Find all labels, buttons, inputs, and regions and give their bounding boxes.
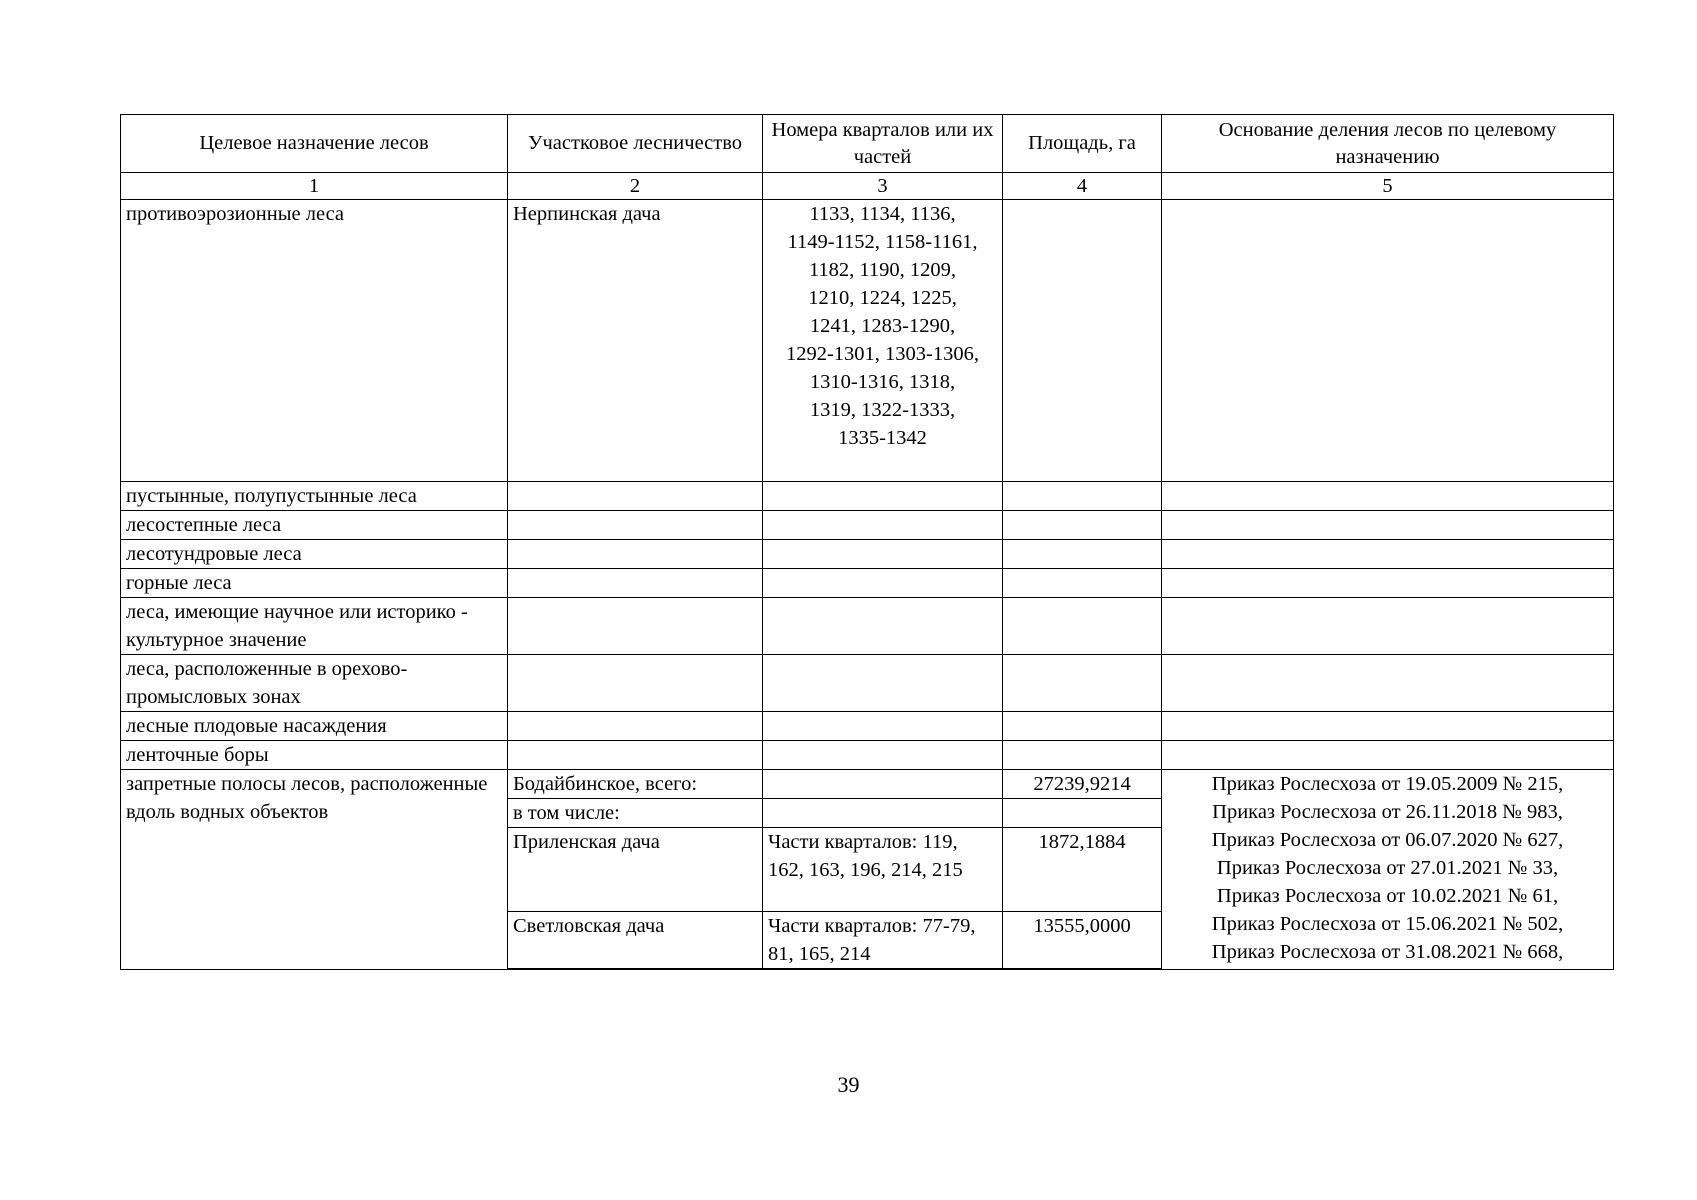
page-number: 39 xyxy=(837,1072,860,1097)
empty-cell xyxy=(1003,741,1162,770)
empty-cell xyxy=(1162,655,1614,712)
empty-cell xyxy=(1162,540,1614,569)
column-numbers-row xyxy=(121,173,1614,200)
table-row xyxy=(121,741,1614,770)
area-cell xyxy=(1003,200,1162,482)
quarters-cell: 1133, 1134, 1136, 1149-1152, 1158-1161, 1182, 1190, 1209, 1210, 1224, 1225, 1241, 1283-1290, 1292-1301, 1303-1306, 1310-1316, 1318, 1319, 1322-1333, 1335-1342 xyxy=(763,200,1003,482)
empty-cell xyxy=(763,712,1003,741)
empty-cell xyxy=(508,482,763,511)
purpose-cell: пустынные, полупустынные леса xyxy=(121,482,508,511)
empty-cell xyxy=(1003,511,1162,540)
header-basis: Основание деления лесов по целевому назначению xyxy=(1162,115,1614,173)
empty-cell xyxy=(763,969,1003,970)
empty-cell xyxy=(508,655,763,712)
purpose-cell: ленточные боры xyxy=(121,741,508,770)
order-line: Приказ Рослесхоза от 15.06.2021 № 502, xyxy=(1211,913,1564,935)
column-number: 1 xyxy=(121,173,508,200)
table-row xyxy=(121,482,1614,511)
empty-cell xyxy=(508,712,763,741)
quarters-cell: Части кварталов: 77-79, 81, 165, 214 xyxy=(763,912,1003,969)
table-row xyxy=(121,712,1614,741)
header-quarters: Номера кварталов или их частей xyxy=(763,115,1003,173)
basis-orders-cell xyxy=(1162,770,1614,970)
district-cell: Нерпинская дача xyxy=(508,200,763,482)
district-cell: Светловская дача xyxy=(508,912,763,969)
empty-cell xyxy=(1003,569,1162,598)
table-header-row xyxy=(121,115,1614,173)
empty-cell xyxy=(1003,969,1162,970)
area-cell: 13555,0000 xyxy=(1003,912,1162,969)
empty-cell xyxy=(1162,741,1614,770)
empty-cell xyxy=(763,540,1003,569)
district-total-cell: Бодайбинское, всего: xyxy=(508,770,763,799)
empty-cell xyxy=(763,741,1003,770)
empty-cell xyxy=(508,598,763,655)
column-number: 4 xyxy=(1003,173,1162,200)
column-number: 5 xyxy=(1162,173,1614,200)
including-cell: в том числе: xyxy=(508,799,763,828)
purpose-cell: горные леса xyxy=(121,569,508,598)
empty-cell xyxy=(763,655,1003,712)
table-row xyxy=(121,655,1614,712)
empty-cell xyxy=(1162,569,1614,598)
empty-cell xyxy=(1003,482,1162,511)
empty-cell xyxy=(1162,712,1614,741)
purpose-cell: запретные полосы лесов, расположенные вдоль водных объектов xyxy=(121,770,508,970)
empty-cell xyxy=(763,770,1003,799)
order-line: Приказ Рослесхоза от 06.07.2020 № 627, xyxy=(1211,829,1564,851)
header-district: Участковое лесничество xyxy=(508,115,763,173)
empty-cell xyxy=(1162,482,1614,511)
order-line: Приказ Рослесхоза от 19.05.2009 № 215, xyxy=(1211,773,1564,795)
table-row xyxy=(121,200,1614,482)
area-cell: 27239,9214 xyxy=(1003,770,1162,799)
empty-cell xyxy=(1162,598,1614,655)
column-number: 3 xyxy=(763,173,1003,200)
table-row xyxy=(121,540,1614,569)
empty-cell xyxy=(1003,540,1162,569)
header-purpose: Целевое назначение лесов xyxy=(121,115,508,173)
district-cell: Приленская дача xyxy=(508,828,763,912)
empty-cell xyxy=(763,569,1003,598)
order-line: Приказ Рослесхоза от 26.11.2018 № 983, xyxy=(1212,801,1563,823)
purpose-cell: лесотундровые леса xyxy=(121,540,508,569)
order-line: Приказ Рослесхоза от 31.08.2021 № 668, xyxy=(1211,941,1564,963)
purpose-cell: лесостепные леса xyxy=(121,511,508,540)
empty-cell xyxy=(763,482,1003,511)
empty-cell xyxy=(1003,655,1162,712)
empty-cell xyxy=(508,569,763,598)
header-area: Площадь, га xyxy=(1003,115,1162,173)
column-number: 2 xyxy=(508,173,763,200)
empty-cell xyxy=(508,511,763,540)
empty-cell xyxy=(1003,799,1162,828)
table-row xyxy=(121,770,1614,799)
empty-cell xyxy=(1003,712,1162,741)
area-cell: 1872,1884 xyxy=(1003,828,1162,912)
empty-cell xyxy=(763,511,1003,540)
empty-cell xyxy=(1162,511,1614,540)
table-row xyxy=(121,511,1614,540)
purpose-cell: лесные плодовые насаждения xyxy=(121,712,508,741)
quarters-cell: Части кварталов: 119, 162, 163, 196, 214, 215 xyxy=(763,828,1003,912)
empty-cell xyxy=(508,741,763,770)
purpose-cell: леса, расположенные в орехово-промысловых зонах xyxy=(121,655,508,712)
order-line: Приказ Рослесхоза от 27.01.2021 № 33, xyxy=(1216,857,1559,879)
empty-cell xyxy=(508,540,763,569)
purpose-cell: леса, имеющие научное или историко - культурное значение xyxy=(121,598,508,655)
empty-cell xyxy=(508,969,763,970)
forest-purpose-table xyxy=(120,114,1614,970)
empty-cell xyxy=(763,799,1003,828)
basis-cell xyxy=(1162,200,1614,482)
purpose-cell: противоэрозионные леса xyxy=(121,200,508,482)
order-line: Приказ Рослесхоза от 10.02.2021 № 61, xyxy=(1216,885,1559,907)
empty-cell xyxy=(1003,598,1162,655)
empty-cell xyxy=(763,598,1003,655)
table-row xyxy=(121,598,1614,655)
table-row xyxy=(121,569,1614,598)
